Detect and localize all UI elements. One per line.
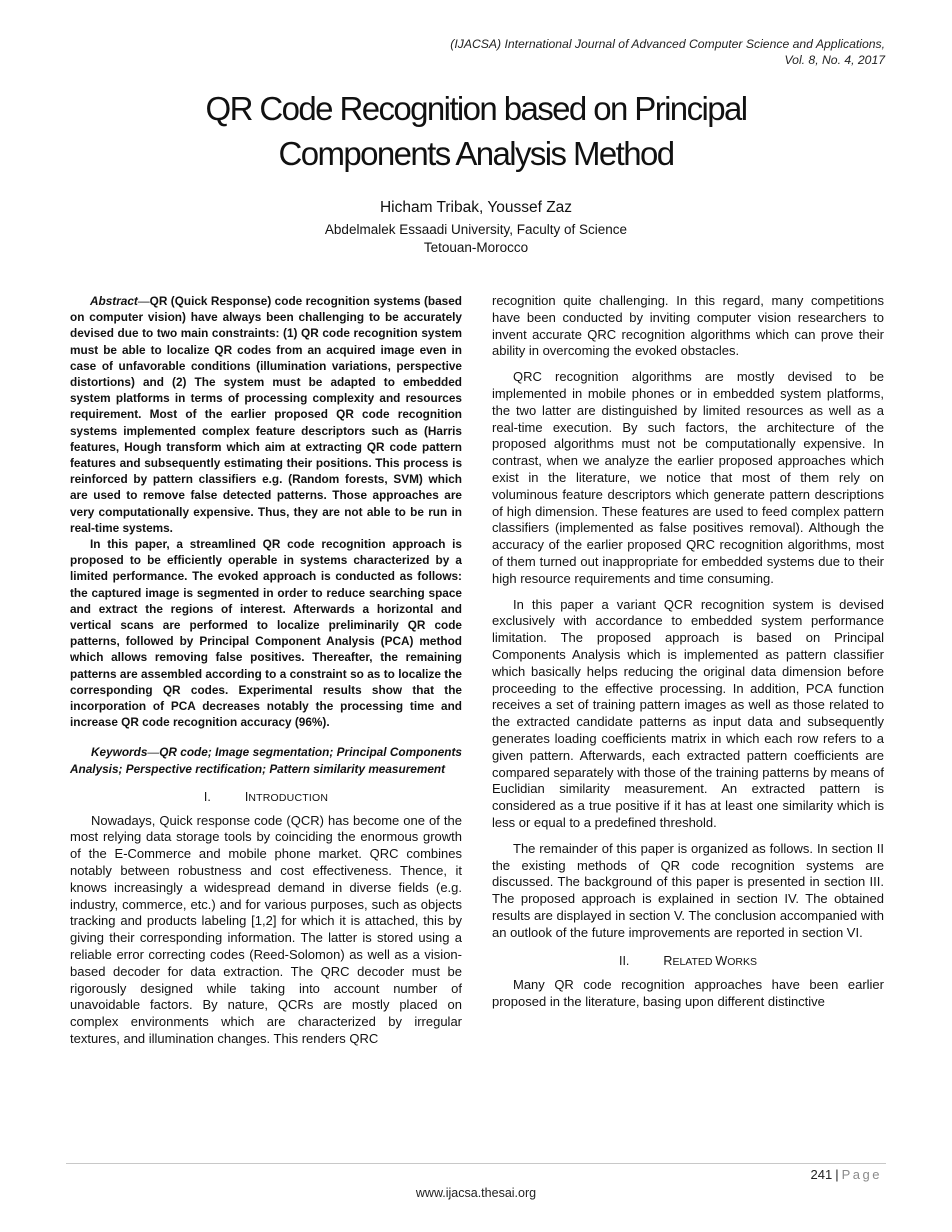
section-title-rest-1: ELATED bbox=[672, 956, 716, 969]
abstract-paragraph-1 bbox=[70, 293, 462, 536]
abstract-text-1: QR (Quick Response) code recognition systems (based on computer vision) have always been challenging to be accurately devised due to two main constraints: (1) QR code recognition system must be able to localize QR codes from an acquired image even in case of unfavorable conditions (illumination variations, perspective distortions) and (2) The system must be adapted to embedded system platforms in terms of processing complexity and resources requirement. Most of the earlier proposed QR code recognition systems implemented complex feature descriptors such as (Harris features, Hough transform which aim at extracting QR code pattern features and subsequently estimating their positions. This process is reinforced by pattern classifiers e.g. (Random forests, SVM) which are used to remove false detected patterns. Those approaches are very computationally expensive. Thus, they are not able to be run in real-time systems. bbox=[70, 294, 462, 535]
section-heading-introduction bbox=[70, 789, 462, 807]
journal-header bbox=[450, 36, 885, 68]
section-title-cap: I bbox=[244, 789, 249, 804]
affiliation-location: Tetouan-Morocco bbox=[423, 240, 529, 255]
abstract-paragraph-2: In this paper, a streamlined QR code recognition approach is proposed to be efficiently operable in systems characterized by a limited performance. The evoked approach is conducted as follows: the captured image is segmented in order to reduce searching space and extract the regions of interest. Afterwards a horizontal and vertical scans are performed to localize preliminarily QR code patterns, followed by Principal Component Analysis (PCA) method which allows removing false positives. Thereafter, the remaining patterns are assembled according to a constraint so as to localize the corresponding QR codes. Experimental results show that the incorporation of PCA decreases notably the processing time and increase QR code recognition accuracy (96%). bbox=[70, 537, 462, 730]
keywords-text: QR code; Image segmentation; Principal Components Analysis; Perspective rectification; Pattern similarity measurement bbox=[70, 745, 462, 776]
section-title-cap-2: W bbox=[715, 954, 728, 969]
affiliation bbox=[0, 221, 952, 257]
right-column bbox=[492, 293, 884, 1011]
abstract-label: Abstract bbox=[90, 294, 138, 308]
page-number bbox=[811, 1167, 882, 1182]
journal-name: (IJACSA) International Journal of Advanced Computer Science and Applications, bbox=[450, 37, 885, 51]
keywords-dash: — bbox=[147, 745, 160, 760]
section-number: I. bbox=[203, 789, 211, 804]
page-separator: | bbox=[835, 1167, 839, 1182]
abstract bbox=[70, 293, 462, 730]
section-title-rest: NTRODUCTION bbox=[248, 791, 329, 804]
intro-paragraph-3: In this paper a variant QCR recognition system is devised exclusively with accordance to embedded system performance limitation. The proposed approach is based on Principal Components Analysis which is implemented as pattern classifier which basically helps reducing the original data dimension before proceeding to the effective processing. In addition, PCA function receives a set of training pattern images as well as those related to the extracted candidate patterns as input data and subsequently generates loading coefficients matrix in which each row refers to a given pattern. Afterwards, each extracted pattern coefficients are compared separately with those of the training patterns by means of Euclidian similarity measurement. An extracted pattern is considered as a true positive if it has at least one similarity which is less or equal to a predefined threshold. bbox=[492, 596, 884, 830]
section-title-rest-2: ORKS bbox=[727, 956, 757, 969]
abstract-dash: — bbox=[137, 294, 150, 308]
page-number-value: 241 bbox=[810, 1167, 833, 1182]
section-title-cap-1: R bbox=[663, 954, 673, 969]
related-works-paragraph-1: Many QR code recognition approaches have been earlier proposed in the literature, basing upon different distinctive bbox=[492, 977, 884, 1010]
journal-website[interactable]: www.ijacsa.thesai.org bbox=[415, 1186, 537, 1200]
intro-paragraph-1: Nowadays, Quick response code (QCR) has become one of the most relying data storage tools by coinciding the enormous growth of the E-Commerce and mobile phone market. QRC combines notably between robustness and cost effectiveness. Thence, it knows increasingly a widespread demand in diverse fields (e.g. industry, commerce, etc.) and for various purposes, such as objects tracking and products labeling [1,2] for which it is attached, this by giving their corresponding information. The latter is stored using a reliable error correcting codes (Reed-Solomon) as well as a vision-based decoder for data extraction. The QRC decoder must be rigorously designed while taking into account number of unavoidable factors. By nature, QCRs are mostly placed on complex environments which are characterized by irregular textures, and illumination changes. This renders QRC bbox=[70, 812, 462, 1047]
title-line-2: Components Analysis Method bbox=[278, 135, 674, 172]
authors: Hicham Tribak, Youssef Zaz bbox=[379, 199, 573, 216]
keywords-label: Keywords bbox=[91, 745, 148, 760]
paper-title bbox=[80, 86, 872, 176]
section-number: II. bbox=[618, 954, 630, 969]
left-column bbox=[70, 293, 462, 1048]
affiliation-institution: Abdelmalek Essaadi University, Faculty of Science bbox=[324, 222, 628, 237]
keywords bbox=[70, 744, 462, 776]
intro-paragraph-4: The remainder of this paper is organized as follows. In section II the existing methods of QR code recognition systems are discussed. The background of this paper is presented in section III. The proposed approach is explained in section IV. The obtained results are displayed in section V. The conclusion accompanied with an outlook of the future improvements are reported in section VI. bbox=[492, 840, 884, 940]
journal-volume: Vol. 8, No. 4, 2017 bbox=[784, 53, 885, 67]
footer-divider bbox=[66, 1163, 886, 1164]
page-label: Page bbox=[841, 1167, 882, 1182]
intro-paragraph-1-continued: recognition quite challenging. In this regard, many competitions have been conducted by inviting computer vision researchers to invent accurate QRC recognition algorithms which can prove their ability in overcoming the evoked obstacles. bbox=[492, 293, 884, 359]
title-line-1: QR Code Recognition based on Principal bbox=[205, 90, 747, 127]
intro-paragraph-2: QRC recognition algorithms are mostly devised to be implemented in mobile phones or in embedded system platforms, the two latter are distinguished by limited resources as well as a real-time execution. By such factors, the architecture of the proposed algorithms must not be computationally expensive. In contrast, when we analyze the earlier proposed approaches which exist in the literature, we notice that most of them rely on voluminous feature descriptors which generate pattern descriptions of high dimension. These features are used to feed complex pattern classifiers (implemented as false positives removal). Although the accuracy of the earlier proposed QRC recognition algorithms, most of them turned out inappropriate for embedded systems due to their high resource requirements and time consuming. bbox=[492, 369, 884, 586]
section-heading-related-works bbox=[492, 953, 884, 971]
